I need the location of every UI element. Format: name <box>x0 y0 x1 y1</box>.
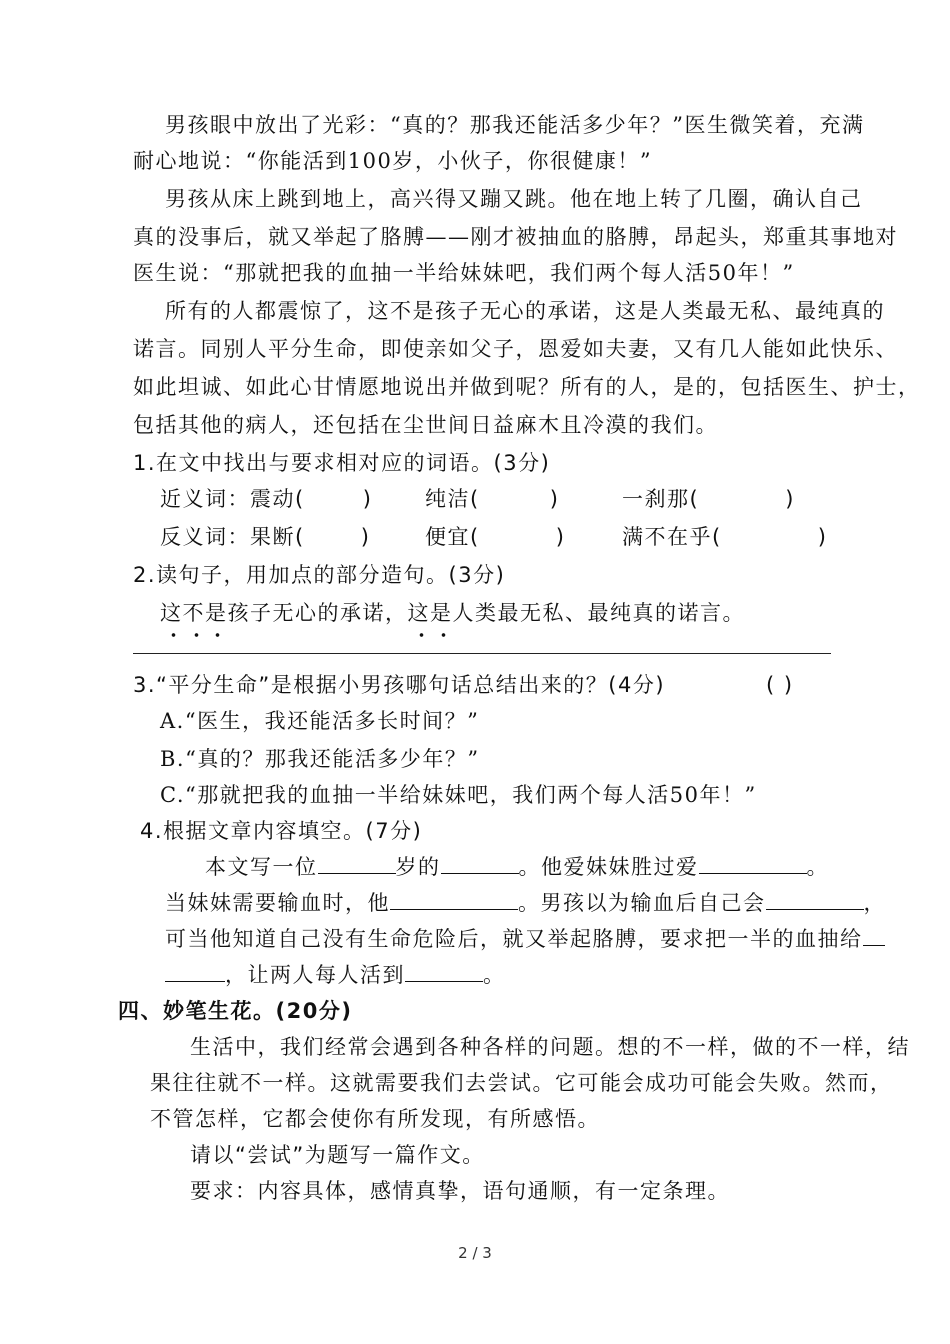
q4-l3-text-a: 可当他知道自己没有生命危险后，就又举起胳膊，要求把一半的血抽给 <box>165 927 863 951</box>
q4-blank-give-end[interactable] <box>165 961 225 982</box>
section4-line5: 要求：内容具体，感情真挚，语句通顺，有一定条理。 <box>190 1179 730 1203</box>
q4-blank-years[interactable] <box>405 961 483 982</box>
q3-title: 3.“平分生命”是根据小男孩哪句话总结出来的？(4分) <box>133 673 666 697</box>
passage-p2-line1: 男孩从床上跳到地上，高兴得又蹦又跳。他在地上转了几圈，确认自己 <box>165 187 863 211</box>
q1-antonym-label: 反义词：果断( <box>160 525 305 549</box>
q2-sentence <box>160 598 745 628</box>
q4-l1-text-b: 岁的 <box>395 855 441 879</box>
q1-title: 1.在文中找出与要求相对应的词语。(3分) <box>133 451 551 475</box>
q4-l1-text-d: 。 <box>806 855 829 879</box>
q1-synonym-label: 近义词：震动( <box>160 487 305 511</box>
q1-antonym-2-word: 便宜( <box>425 525 480 549</box>
q1-synonym-2-word: 纯洁( <box>425 487 480 511</box>
q4-blank-age[interactable] <box>318 853 396 874</box>
q4-blank-love[interactable] <box>699 853 807 874</box>
q2-title: 2.读句子，用加点的部分造句。(3分) <box>133 563 506 587</box>
q1-synonym-3-word: 一刹那( <box>622 487 700 511</box>
q1-antonym-1 <box>160 522 370 552</box>
q3-answer-paren[interactable]: ( ) <box>766 673 794 697</box>
section4-line1: 生活中，我们经常会遇到各种各样的问题。想的不一样，做的不一样，结 <box>190 1035 910 1059</box>
section4-line2: 果往往就不一样。这就需要我们去尝试。它可能会成功可能会失败。然而， <box>150 1071 893 1095</box>
q1-close-paren: ) <box>817 525 828 549</box>
q4-l4-text-b: 。 <box>483 963 506 987</box>
q2-dotted-zhe-2: 这 <box>408 598 431 628</box>
section4-title: 四、妙笔生花。(20分) <box>118 999 353 1023</box>
q2-dotted-bushi: 不是 <box>183 598 228 628</box>
q4-blank-think[interactable] <box>766 889 864 910</box>
q1-close-paren: ) <box>549 487 560 511</box>
q4-blank-action[interactable] <box>390 889 518 910</box>
q1-antonym-2 <box>425 522 565 552</box>
q4-blank-who[interactable] <box>441 853 519 874</box>
q3-option-c: C.“那就把我的血抽一半给妹妹吧，我们两个每人活50年！” <box>160 783 757 807</box>
q1-close-paren: ) <box>555 525 566 549</box>
section4-line4: 请以“尝试”为题写一篇作文。 <box>190 1143 485 1167</box>
passage-p2-line3: 医生说：“那就把我的血抽一半给妹妹吧，我们两个每人活50年！” <box>133 261 795 285</box>
passage-p3-line1: 所有的人都震惊了，这不是孩子无心的承诺，这是人类最无私、最纯真的 <box>165 299 885 323</box>
passage-p1-line2: 耐心地说：“你能活到100岁，小伙子，你很健康！” <box>133 149 653 173</box>
q1-antonym-3-word: 满不在乎( <box>622 525 722 549</box>
page-number: 2 / 3 <box>458 1244 492 1262</box>
q1-close-paren: ) <box>785 487 795 511</box>
q1-synonym-3 <box>622 484 795 514</box>
q2-dotted-zhe-1: 这 <box>160 598 183 628</box>
passage-p2-line2: 真的没事后，就又举起了胳膊——刚才被抽血的胳膊，昂起头，郑重其事地对 <box>133 225 898 249</box>
q1-antonym-3 <box>622 522 827 552</box>
q1-synonym-2 <box>425 484 559 514</box>
passage-p3-line4: 包括其他的病人，还包括在尘世间日益麻木且冷漠的我们。 <box>133 413 718 437</box>
q4-l4-text-a: ，让两人每人活到 <box>225 963 405 987</box>
q2-answer-line[interactable] <box>133 653 831 654</box>
q4-line3 <box>165 924 885 954</box>
q4-line4 <box>165 960 506 990</box>
section4-line3: 不管怎样，它都会使你有所发现，有所感悟。 <box>150 1107 600 1131</box>
q4-title: 4.根据文章内容填空。(7分) <box>140 819 423 843</box>
q2-dotted-shi: 是 <box>430 598 453 628</box>
q4-l1-text-c: 。他爱妹妹胜过爱 <box>518 855 699 879</box>
q4-l2-text-c: ， <box>863 891 886 915</box>
q4-l2-text-a: 当妹妹需要输血时，他 <box>165 891 390 915</box>
q2-sentence-middle: 孩子无心的承诺， <box>227 601 408 625</box>
q4-line2 <box>165 888 886 918</box>
q2-sentence-end: 人类最无私、最纯真的诺言。 <box>452 601 745 625</box>
passage-p3-line3: 如此坦诚、如此心甘情愿地说出并做到呢？所有的人，是的，包括医生、护士， <box>133 375 921 399</box>
q1-close-paren: ) <box>362 487 373 511</box>
q4-l2-text-b: 。男孩以为输血后自己会 <box>518 891 766 915</box>
passage-p1-line1: 男孩眼中放出了光彩：“真的？那我还能活多少年？”医生微笑着，充满 <box>165 113 865 137</box>
q4-blank-give-start[interactable] <box>863 925 885 946</box>
q4-l1-text-a: 本文写一位 <box>205 855 318 879</box>
q4-line1 <box>205 852 829 882</box>
q1-close-paren: ) <box>360 525 371 549</box>
q3-option-a: A.“医生，我还能活多长时间？” <box>160 709 480 733</box>
q1-synonym-1 <box>160 484 372 514</box>
q3-option-b: B.“真的？那我还能活多少年？” <box>160 747 480 771</box>
passage-p3-line2: 诺言。同别人平分生命，即使亲如父子，恩爱如夫妻，又有几人能如此快乐、 <box>133 337 898 361</box>
